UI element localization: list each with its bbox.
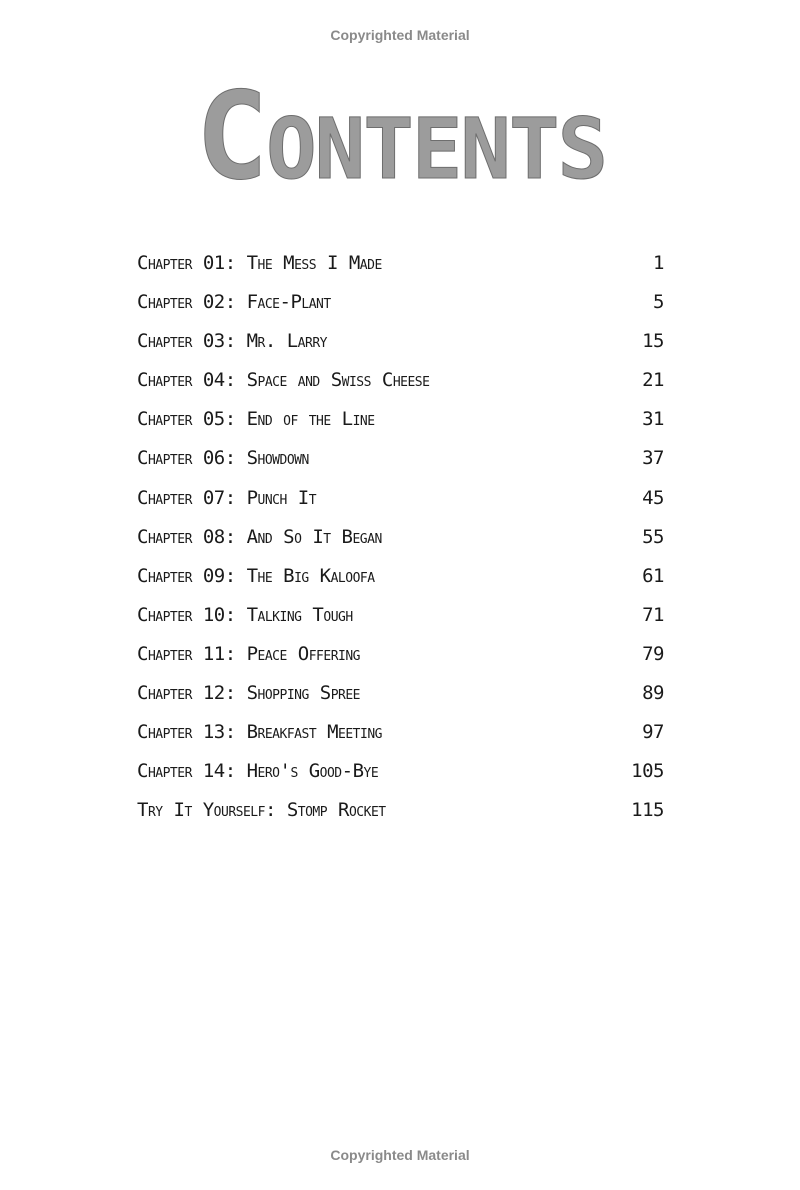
toc-entry-title: Chapter 03: Mr. Larry [137, 330, 327, 353]
toc-entry[interactable] [137, 760, 664, 799]
toc-entry[interactable] [137, 565, 664, 604]
page-title: Contents [195, 68, 607, 207]
toc-entry-title: Chapter 09: The Big Kaloofa [137, 564, 375, 587]
toc-entry-title: Chapter 12: Shopping Spree [137, 682, 361, 705]
toc-entry-title: Chapter 06: Showdown [137, 447, 309, 470]
toc-entry-page: 71 [642, 603, 664, 626]
toc-entry[interactable] [137, 330, 664, 369]
toc-entry[interactable] [137, 643, 664, 682]
toc-entry-title: Chapter 02: Face-Plant [137, 291, 331, 314]
toc-entry-page: 105 [631, 760, 664, 783]
toc-entry-title: Chapter 04: Space and Swiss Cheese [137, 369, 430, 392]
toc-entry-title: Chapter 08: And So It Began [137, 525, 382, 548]
toc-entry[interactable] [137, 369, 664, 408]
copyright-watermark-top: Copyrighted Material [330, 27, 470, 43]
toc-entry[interactable] [137, 291, 664, 330]
toc-entry[interactable] [137, 526, 664, 565]
toc-entry-page: 5 [653, 291, 664, 314]
toc-entry-page: 55 [642, 525, 664, 548]
toc-entry-page: 15 [642, 330, 664, 353]
toc-entry-page: 97 [642, 721, 664, 744]
toc-entry-page: 79 [642, 642, 664, 665]
toc-entry-page: 1 [653, 252, 664, 274]
toc-entry[interactable] [137, 447, 664, 486]
toc-entry-page: 115 [631, 799, 664, 822]
copyright-watermark-bottom: Copyrighted Material [330, 1147, 470, 1163]
toc-entry-title: Chapter 13: Breakfast Meeting [137, 721, 382, 744]
toc-entry-title: Chapter 10: Talking Tough [137, 603, 353, 626]
toc-entry-title: Chapter 11: Peace Offering [137, 642, 361, 665]
toc-entry[interactable] [137, 252, 664, 291]
toc-entry[interactable] [137, 604, 664, 643]
toc-entry-page: 21 [642, 369, 664, 392]
toc-entry[interactable] [137, 408, 664, 447]
toc-entry-page: 37 [642, 447, 664, 470]
toc-entry-title: Chapter 14: Hero's Good-Bye [137, 760, 379, 783]
toc-entry-title: Chapter 07: Punch It [137, 486, 317, 509]
toc-entry[interactable] [137, 721, 664, 760]
toc-entry-page: 61 [642, 564, 664, 587]
toc-entry-page: 89 [642, 682, 664, 705]
table-of-contents [137, 252, 664, 838]
toc-entry-title: Chapter 05: End of the Line [137, 408, 375, 431]
toc-entry-title: Try It Yourself: Stomp Rocket [137, 799, 386, 822]
toc-entry[interactable] [137, 799, 664, 838]
toc-entry-page: 31 [642, 408, 664, 431]
toc-entry-title: Chapter 01: The Mess I Made [137, 252, 382, 274]
toc-entry[interactable] [137, 487, 664, 526]
toc-entry[interactable] [137, 682, 664, 721]
toc-entry-page: 45 [642, 486, 664, 509]
